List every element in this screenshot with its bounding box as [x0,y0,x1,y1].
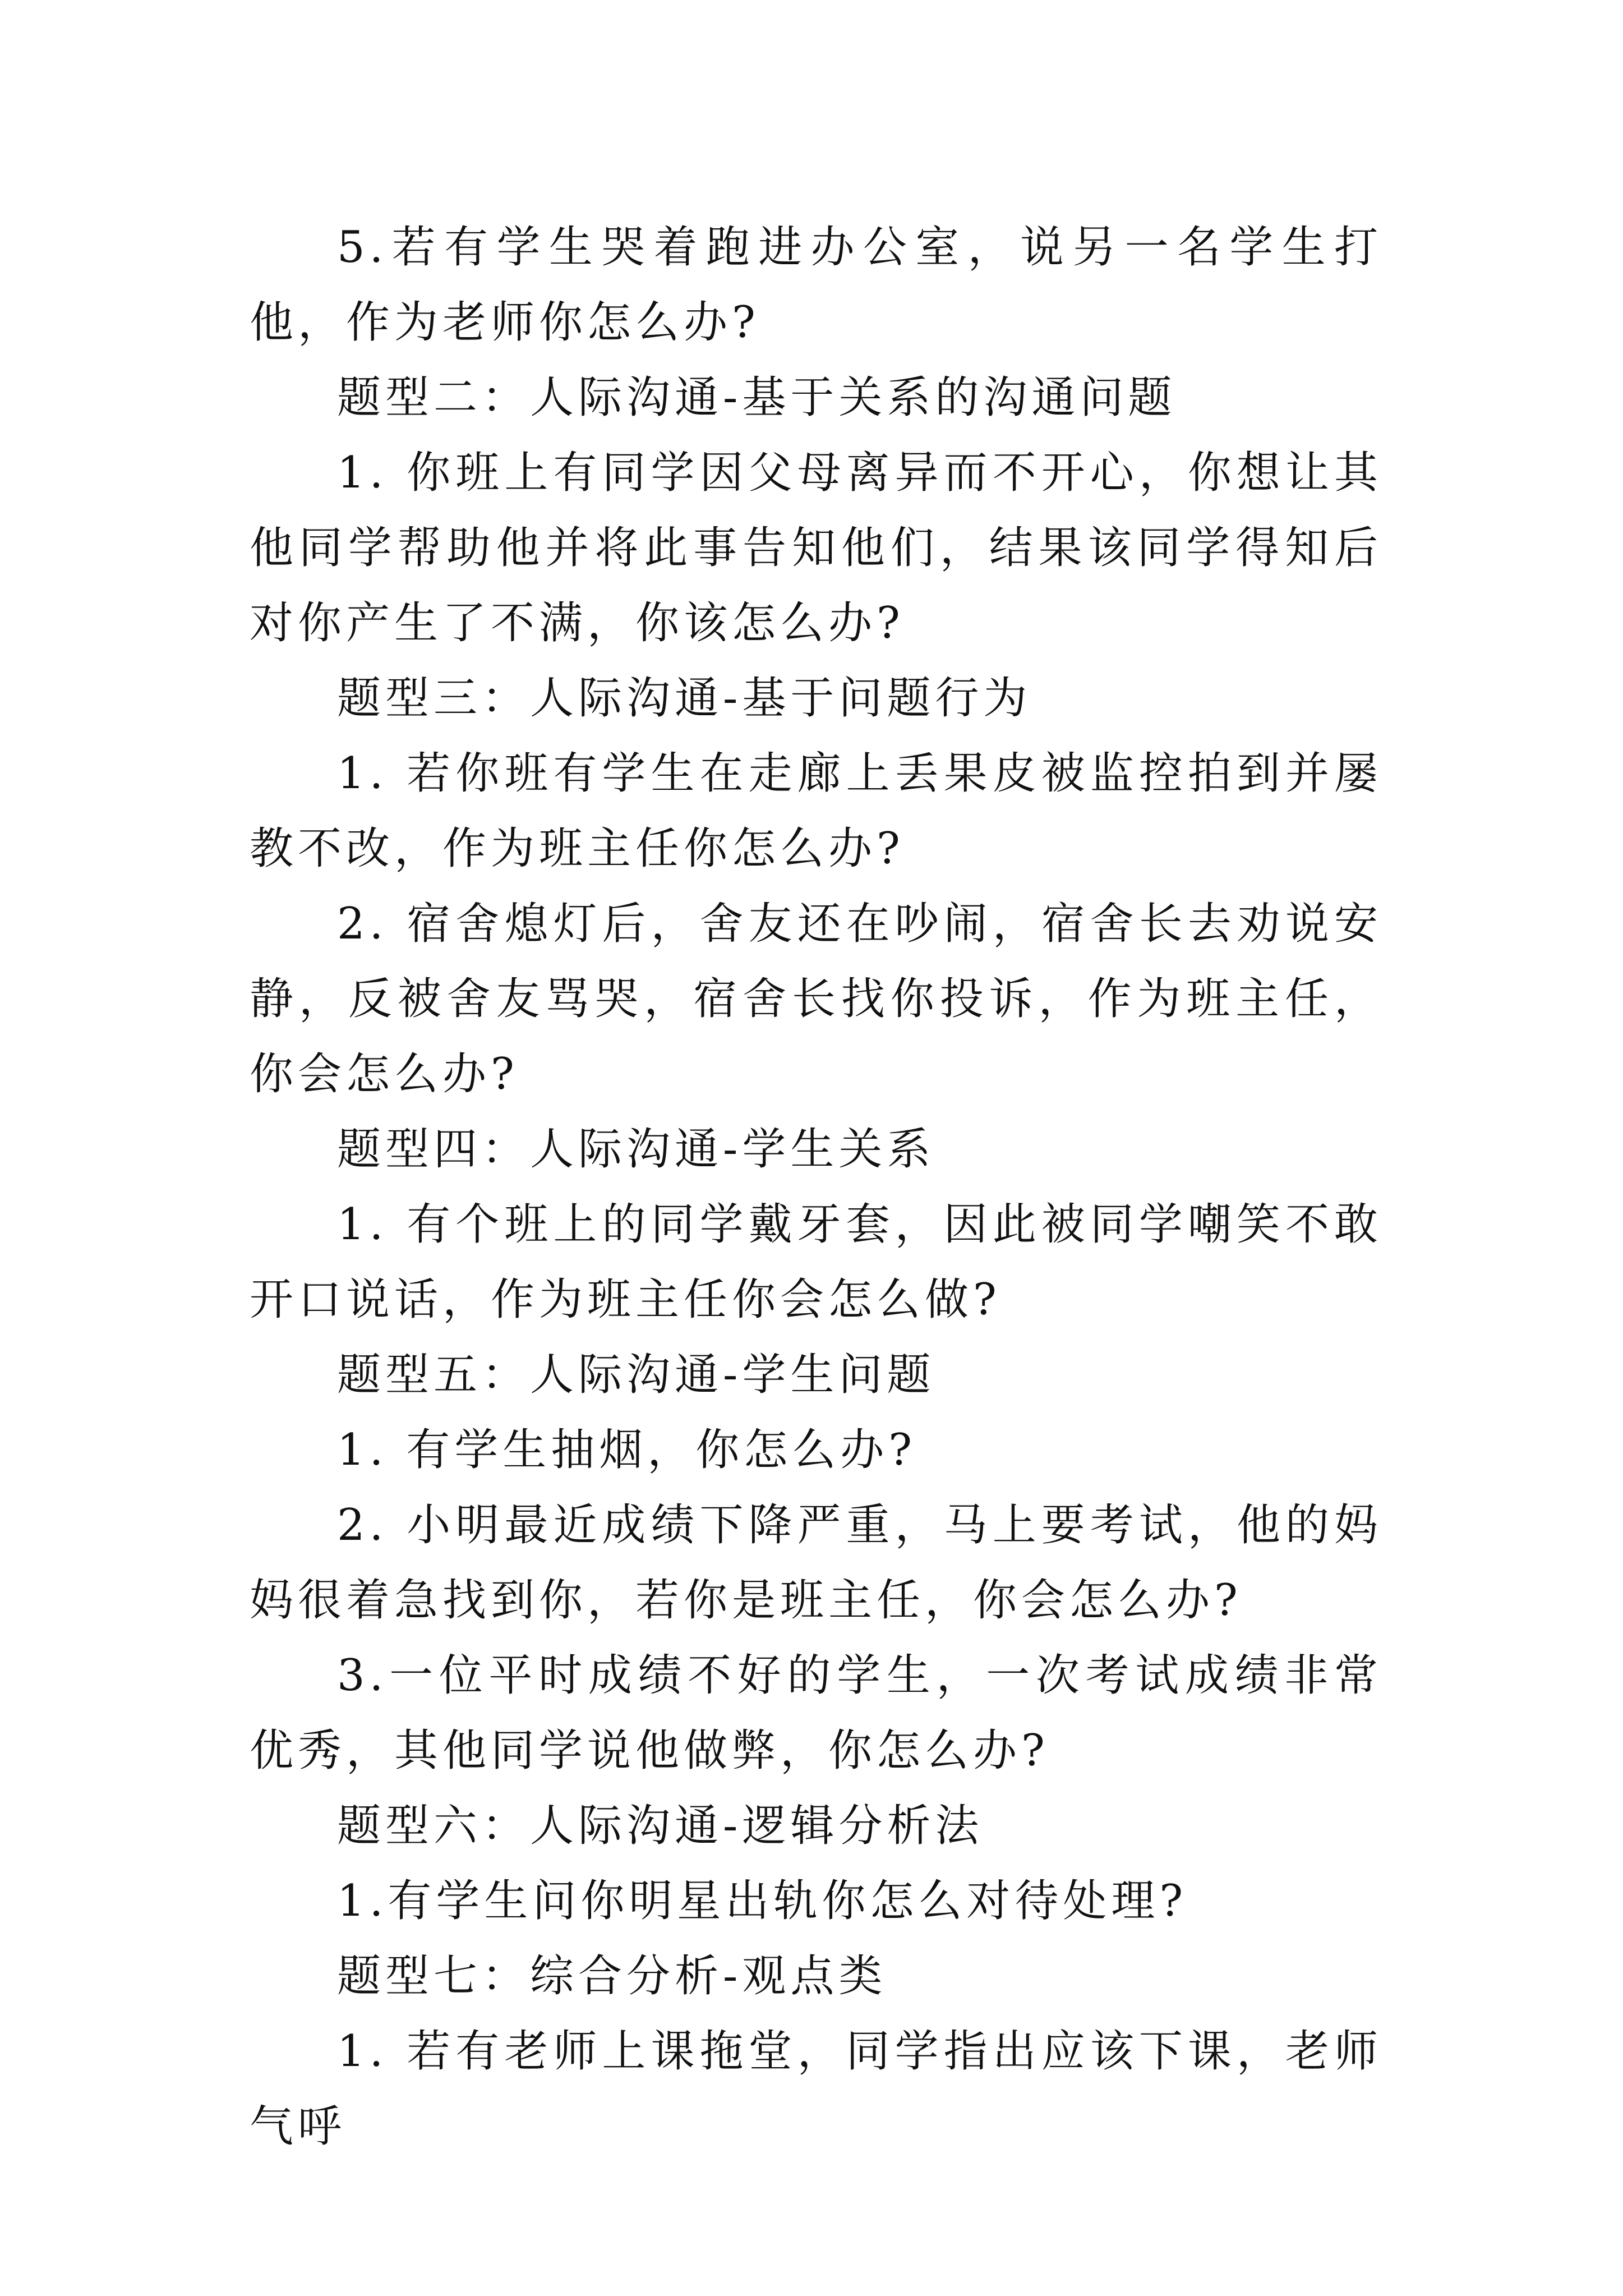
question-item-2: 2. 小明最近成绩下降严重，马上要考试，他的妈妈很着急找到你，若你是班主任，你会怎么办? [250,1500,1382,1626]
section-heading-5: 题型五：人际沟通-学生问题 [337,1350,935,1400]
question-item-1: 1. 若你班有学生在走廊上丢果皮被监控拍到并屡教不改，作为班主任你怎么办? [250,748,1382,874]
question-item-2: 2. 宿舍熄灯后，舍友还在吵闹，宿舍长去劝说安静，反被舍友骂哭，宿舍长找你投诉，作为班主任，你会怎么办? [250,899,1382,1099]
document-body [250,210,1382,2164]
question-item-1: 1. 你班上有同学因父母离异而不开心，你想让其他同学帮助他并将此事告知他们，结果该同学得知后对你产生了不满，你该怎么办? [250,448,1382,648]
section-heading-7: 题型七：综合分析-观点类 [337,1951,887,2001]
question-item-1: 1. 有学生抽烟，你怎么办? [337,1425,917,1475]
question-item-1: 1. 有个班上的同学戴牙套，因此被同学嘲笑不敢开口说话，作为班主任你会怎么做? [250,1199,1382,1325]
question-item-1: 1. 若有老师上课拖堂，同学指出应该下课，老师气呼 [250,2026,1382,2152]
section-heading-2: 题型二：人际沟通-基于关系的沟通问题 [337,372,1177,423]
question-item-1: 1.有学生问你明星出轨你怎么对待处理? [337,1876,1188,1926]
section-heading-6: 题型六：人际沟通-逻辑分析法 [337,1801,984,1851]
section-heading-3: 题型三：人际沟通-基于问题行为 [337,673,1032,724]
question-item-5: 5.若有学生哭着跑进办公室，说另一名学生打他，作为老师你怎么办? [250,222,1382,348]
question-item-3: 3.一位平时成绩不好的学生，一次考试成绩非常优秀，其他同学说他做弊，你怎么办? [250,1650,1382,1776]
section-heading-4: 题型四：人际沟通-学生关系 [337,1124,935,1175]
